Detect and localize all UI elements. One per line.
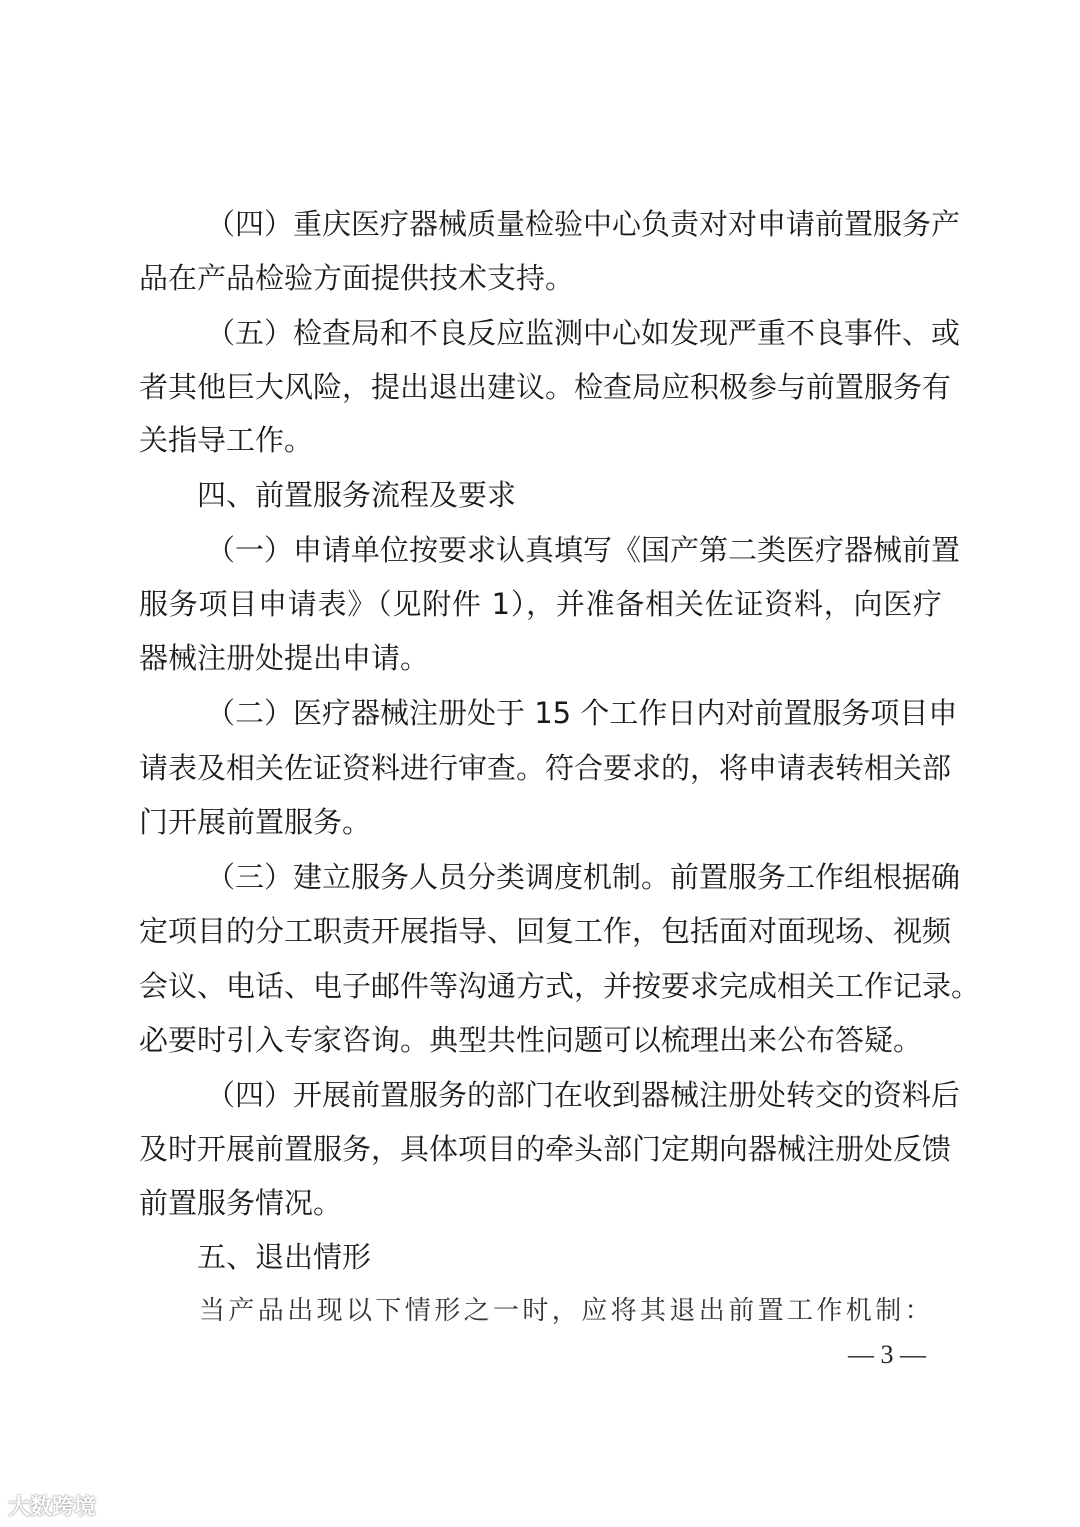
text-line: 关指导工作。 <box>139 423 314 457</box>
text-line: 前置服务情况。 <box>139 1186 343 1220</box>
text-line: 及时开展前置服务，具体项目的牵头部门定期向器械注册处反馈 <box>139 1132 952 1166</box>
text-line: 定项目的分工职责开展指导、回复工作，包括面对面现场、视频 <box>139 914 952 948</box>
watermark-logo: 大数跨境 <box>8 1495 97 1520</box>
text-line: （一）申请单位按要求认真填写《国产第二类医疗器械前置 <box>206 533 961 567</box>
text-line: （四）开展前置服务的部门在收到器械注册处转交的资料后 <box>206 1078 961 1112</box>
text-line: 者其他巨大风险，提出退出建议。检查局应积极参与前置服务有 <box>139 370 952 404</box>
text-line: 服务项目申请表》（见附件 1），并准备相关佐证资料，向医疗 <box>139 587 942 621</box>
text-line: 器械注册处提出申请。 <box>139 641 430 675</box>
text-line: （五）检查局和不良反应监测中心如发现严重不良事件、或 <box>206 316 961 350</box>
text-line: 门开展前置服务。 <box>139 805 372 839</box>
page-number: — 3 — <box>848 1340 926 1369</box>
section-heading: 四、前置服务流程及要求 <box>197 478 517 512</box>
text-line: （四）重庆医疗器械质量检验中心负责对对申请前置服务产 <box>206 207 961 241</box>
text-line: 请表及相关佐证资料进行审查。符合要求的，将申请表转相关部 <box>139 751 952 785</box>
text-line: （二）医疗器械注册处于 15 个工作日内对前置服务项目申 <box>206 696 958 730</box>
text-line: 当产品出现以下情形之一时，应将其退出前置工作机制： <box>199 1296 935 1326</box>
text-line: （三）建立服务人员分类调度机制。前置服务工作组根据确 <box>206 860 961 894</box>
text-line: 品在产品检验方面提供技术支持。 <box>139 261 575 295</box>
section-heading: 五、退出情形 <box>197 1240 372 1274</box>
text-line: 必要时引入专家咨询。典型共性问题可以梳理出来公布答疑。 <box>139 1023 923 1057</box>
text-line: 会议、电话、电子邮件等沟通方式，并按要求完成相关工作记录。 <box>139 969 981 1003</box>
